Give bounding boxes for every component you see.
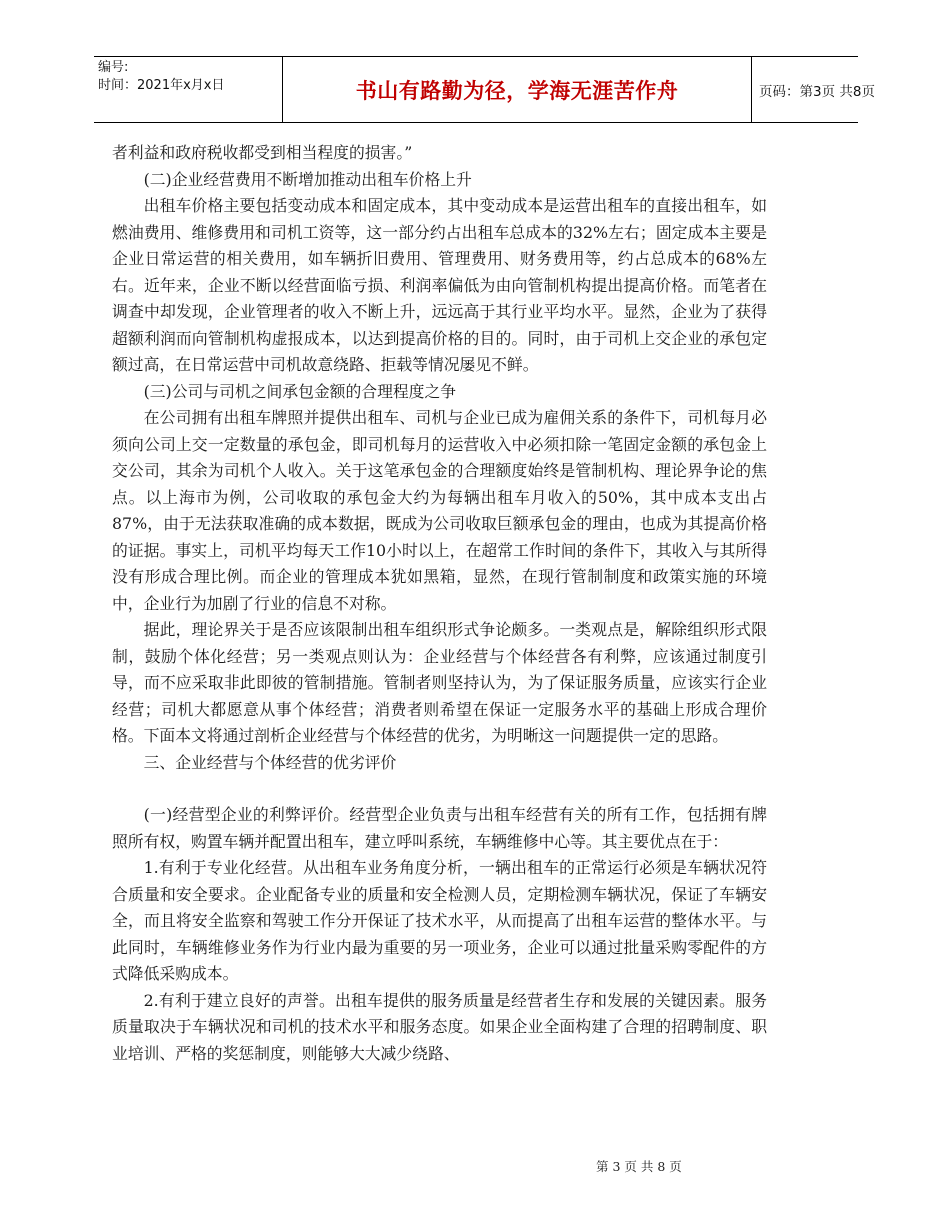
list-item: 2.有利于建立良好的声誉。出租车提供的服务质量是经营者生存和发展的关键因素。服务质量取决于车辆状况和司机的技术水平和服务态度。如果企业全面构建了合理的招聘制度、职业培训、严格的奖惩制度，则能够大大减少绕路、: [112, 990, 767, 1063]
document-body: [112, 140, 767, 1067]
section-heading: (二)企业经营费用不断增加推动出租车价格上升: [143, 169, 472, 189]
page-header: [94, 56, 875, 123]
doc-number-label: 编号:: [98, 60, 129, 75]
header-meta: [94, 57, 282, 122]
page-footer: 第 3 页 共 8 页: [596, 1159, 682, 1174]
paragraph: (一)经营型企业的利弊评价。经营型企业负责与出租车经营有关的所有工作，包括拥有牌照所有权，购置车辆并配置出租车，建立呼叫系统，车辆维修中心等。其主要优点在于：: [112, 805, 767, 851]
header-page-cell: [751, 57, 875, 122]
doc-time-label: 时间：2021年x月x日: [98, 78, 225, 93]
list-item: 1.有利于专业化经营。从出租车业务角度分析，一辆出租车的正常运行必须是车辆状况符合质量和安全要求。企业配备专业的质量和安全检测人员，定期检测车辆状况，保证了车辆安全，而且将安全监察和驾驶工作分开保证了技术水平，从而提高了出租车运营的整体水平。与此同时，车辆维修业务作为行业内最为重要的另一项业务，企业可以通过批量采购零配件的方式降低采购成本。: [112, 858, 767, 983]
paragraph: 出租车价格主要包括变动成本和固定成本，其中变动成本是运营出租车的直接出租车，如燃油费用、维修费用和司机工资等，这一部分约占出租车总成本的32%左右；固定成本主要是企业日常运营的相关费用，如车辆折旧费用、管理费用、财务费用等，约占总成本的68%左右。近年来，企业不断以经营面临亏损、利润率偏低为由向管制机构提出提高价格。而笔者在调查中却发现，企业管理者的收入不断上升，远远高于其行业平均水平。显然，企业为了获得超额利润而向管制机构虚报成本，以达到提高价格的目的。同时，由于司机上交企业的承包定额过高，在日常运营中司机故意绕路、拒载等情况屡见不鲜。: [112, 196, 767, 374]
motto-text: 书山有路勤为径，学海无涯苦作舟: [355, 78, 679, 103]
page-number-label: 页码：第3页 共8页: [759, 83, 875, 100]
header-motto-cell: [282, 57, 752, 122]
paragraph: 据此，理论界关于是否应该限制出租车组织形式争论颇多。一类观点是，解除组织形式限制，鼓励个体化经营；另一类观点则认为：企业经营与个体经营各有利弊，应该通过制度引导，而不应采取非此即彼的管制措施。管制者则坚持认为，为了保证服务质量，应该实行企业经营；司机大都愿意从事个体经营；消费者则希望在保证一定服务水平的基础上形成合理价格。下面本文将通过剖析企业经营与个体经营的优劣，为明晰这一问题提供一定的思路。: [112, 620, 767, 745]
section-heading: 三、企业经营与个体经营的优劣评价: [143, 752, 397, 772]
paragraph: 在公司拥有出租车牌照并提供出租车、司机与企业已成为雇佣关系的条件下，司机每月必须向公司上交一定数量的承包金，即司机每月的运营收入中必须扣除一笔固定金额的承包金上交公司，其余为司机个人收入。关于这笔承包金的合理额度始终是管制机构、理论界争论的焦点。以上海市为例，公司收取的承包金大约为每辆出租车月收入的50%，其中成本支出占87%，由于无法获取准确的成本数据，既成为公司收取巨额承包金的理由，也成为其提高价格的证据。事实上，司机平均每天工作10小时以上，在超常工作时间的条件下，其收入与其所得没有形成合理比例。而企业的管理成本犹如黑箱，显然，在现行管制制度和政策实施的环境中，企业行为加剧了行业的信息不对称。: [112, 408, 767, 613]
section-heading: (三)公司与司机之间承包金额的合理程度之争: [143, 381, 457, 401]
paragraph: 者利益和政府税收都受到相当程度的损害。”: [112, 143, 413, 162]
